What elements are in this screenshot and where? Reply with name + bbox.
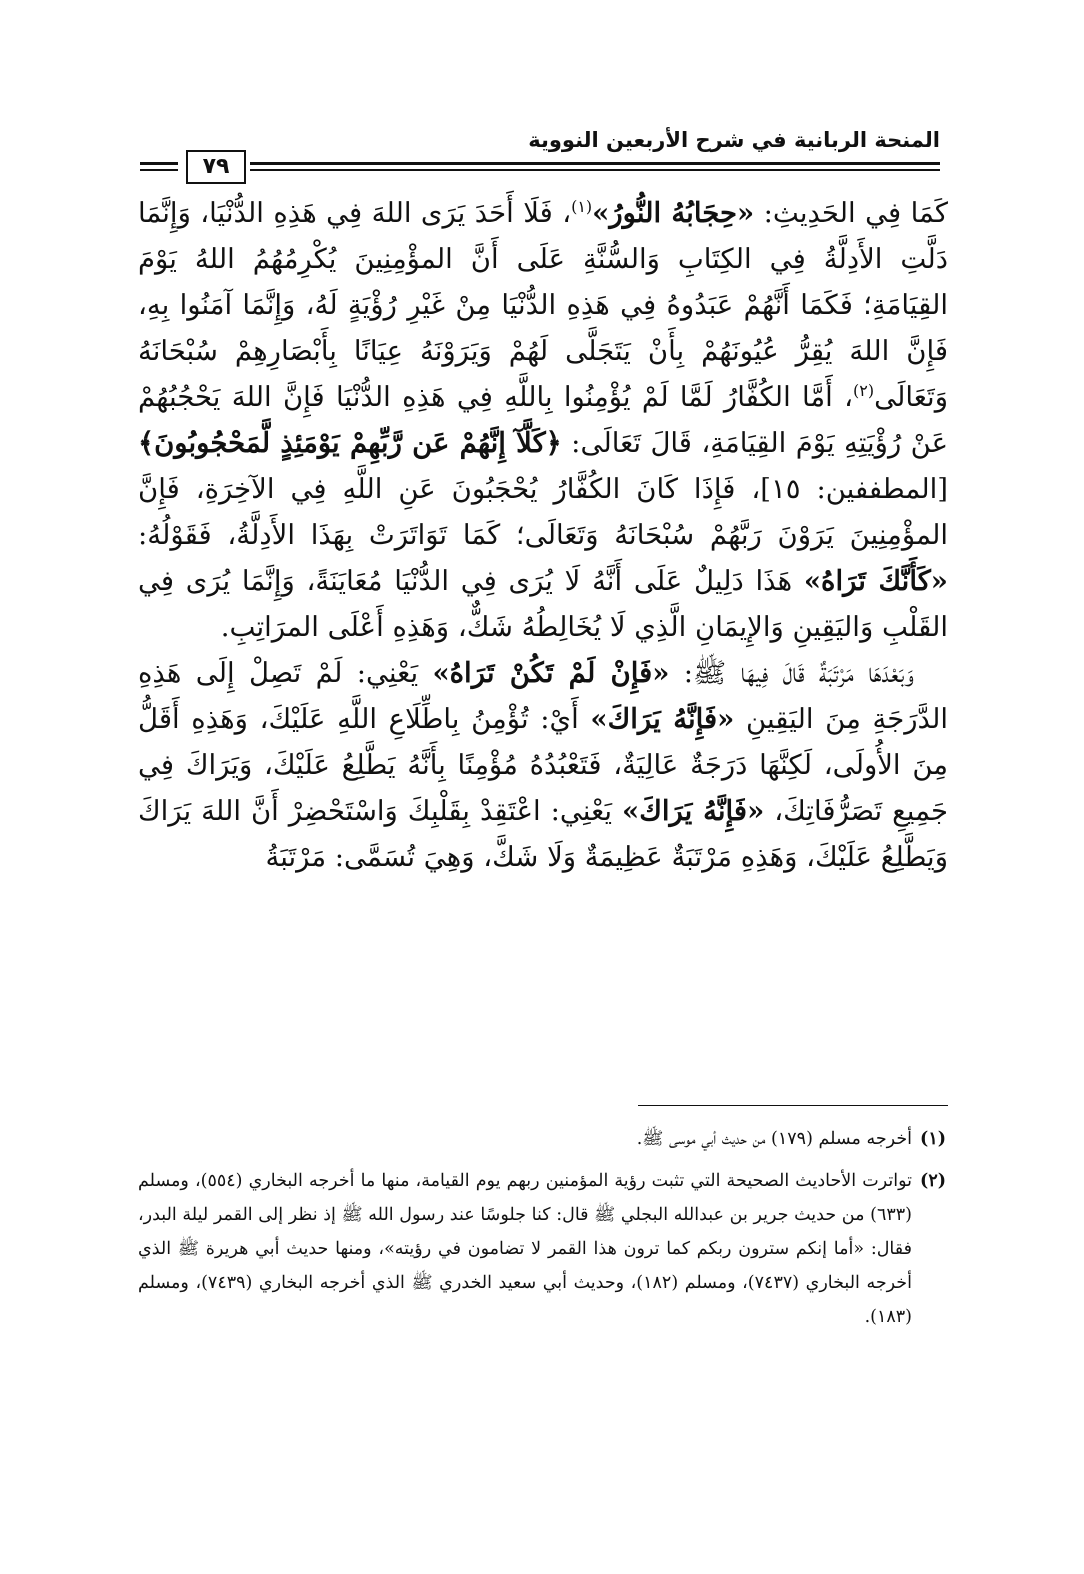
book-title: المنحة الربانية في شرح الأربعين النووية	[528, 128, 940, 152]
paragraph	[138, 650, 948, 880]
text-run: يَعْنِي: لَمْ تَصِلْ إِلَى هَذِهِ الدَّرَجَةِ مِنَ اليَقِينِ	[138, 657, 948, 735]
footnote-number: (١)	[920, 1129, 946, 1149]
text-run: وَبَعْدَهَا مَرْتَبَةٌ قَالَ فِيهَا ﷺ:	[669, 657, 915, 689]
footnote	[138, 1164, 946, 1334]
hadith-quote: «حِجَابُهُ النُّورُ»	[592, 197, 755, 229]
footnote-number: (٢)	[920, 1171, 946, 1191]
hadith-quote: «كَأَنَّكَ تَرَاهُ»	[803, 565, 948, 597]
paragraph	[138, 190, 948, 650]
page-header	[140, 128, 940, 178]
text-run: كَمَا فِي الحَدِيثِ:	[754, 197, 948, 229]
hadith-quote: «فَإِنَّهُ يَرَاكَ»	[590, 703, 735, 735]
quran-verse: ﴿كَلَّآ إِنَّهُمْ عَن رَّبِّهِمْ يَوْمَئِذٍ لَّمَحْجُوبُونَ﴾	[138, 427, 562, 459]
footnotes	[138, 1122, 946, 1342]
text-run: ، فَلَا أَحَدَ يَرَى اللهَ فِي هَذِهِ الدُّنْيَا، وَإِنَّمَا دَلَّتِ الأَدِلَّةُ فِي الكِتَابِ وَالسُّنَّةِ عَلَى أَنَّ المؤْمِنِينَ يُكْرِمُهُمُ اللهُ يَوْمَ القِيَامَةِ؛ فَكَمَا أَنَّهُمْ عَبَدُوهُ فِي هَذِهِ الدُّنْيَا مِنْ غَيْرِ رُؤْيَةٍ لَهُ، وَإِنَّمَا آمَنُوا بِهِ، فَإِنَّ اللهَ يُقِرُّ عُيُونَهُمْ بِأَنْ يَتَجَلَّى لَهُمْ وَيَرَوْنَهُ عِيَانًا بِأَبْصَارِهِمْ سُبْحَانَهُ وَتَعَالَى	[138, 197, 948, 413]
text-run: [المطففين: ١٥]، فَإِذَا كَانَ الكُفَّارُ يُحْجَبُونَ عَنِ اللَّهِ فِي الآخِرَةِ، فَإِنَّ المؤْمِنِينَ يَرَوْنَ رَبَّهُمْ سُبْحَانَهُ وَتَعَالَى؛ كَمَا تَوَاتَرَتْ بِهَذَا الأَدِلَّةُ، فَقَوْلُهُ:	[138, 473, 948, 551]
main-text	[138, 190, 948, 880]
header-rule-short	[140, 162, 178, 171]
text-run: هَذَا دَلِيلٌ عَلَى أَنَّهُ لَا يُرَى فِي الدُّنْيَا مُعَايَنَةً، وَإِنَّمَا يُرَى فِي القَلْبِ وَاليَقِينِ وَالإِيمَانِ الَّذِي لَا يُخَالِطُهُ شَكٌّ، وَهَذِهِ أَعْلَى المرَاتِبِ.	[138, 565, 948, 643]
page-number: ٧٩	[186, 150, 246, 184]
footnote-text: تواترت الأحاديث الصحيحة التي تثبت رؤية المؤمنين ربهم يوم القيامة، منها ما أخرجه البخاري (٥٥٤)، ومسلم (٦٣٣) من حديث جرير بن عبدالله البجلي ﷺ قال: كنا جلوسًا عند رسول الله ﷺ إذ نظر إلى القمر ليلة البدر، فقال: «أما إنكم سترون ربكم كما ترون هذا القمر لا تضامون في رؤيته»، ومنها حديث أبي هريرة ﷺ الذي أخرجه البخاري (٧٤٣٧)، ومسلم (١٨٢)، وحديث أبي سعيد الخدري ﷺ الذي أخرجه البخاري (٧٤٣٩)، ومسلم (١٨٣).	[138, 1171, 913, 1327]
text-run: يَعْنِي: اعْتَقِدْ بِقَلْبِكَ وَاسْتَحْضِرْ أَنَّ اللهَ يَرَاكَ وَيَطَّلِعُ عَلَيْكَ، وَهَذِهِ مَرْتَبَةٌ عَظِيمَةٌ وَلَا شَكَّ، وَهِيَ تُسَمَّى: مَرْتَبَةُ	[138, 795, 948, 873]
header-rule	[250, 162, 940, 171]
footnote-ref: (٢)	[853, 380, 875, 400]
text-run: ، أَمَّا الكُفَّارُ لَمَّا لَمْ يُؤْمِنُوا بِاللَّهِ فِي هَذِهِ الدُّنْيَا فَإِنَّ اللهَ يَحْجُبُهُمْ عَنْ رُؤْيَتِهِ يَوْمَ القِيَامَةِ، قَالَ تَعَالَى:	[138, 381, 948, 459]
footnote-ref: (١)	[571, 196, 593, 216]
hadith-quote: «فَإِنْ لَمْ تَكُنْ تَرَاهُ»	[432, 657, 670, 689]
footnote-divider	[638, 1105, 948, 1106]
hadith-quote: «فَإِنَّهُ يَرَاكَ»	[622, 795, 765, 827]
footnote-text: أخرجه مسلم (١٧٩) من حديث أبي موسى ﷺ.	[636, 1129, 912, 1149]
text-run: أَيْ: تُؤْمِنُ بِاطِّلَاعِ اللَّهِ عَلَيْكَ، وَهَذِهِ أَقَلُّ مِنَ الأُولَى، لَكِنَّهَا دَرَجَةٌ عَالِيَةٌ، فَتَعْبُدُهُ مُؤْمِنًا بِأَنَّهُ يَطَّلِعُ عَلَيْكَ، وَيَرَاكَ فِي جَمِيعِ تَصَرُّفَاتِكَ،	[138, 703, 948, 827]
footnote	[138, 1122, 946, 1156]
